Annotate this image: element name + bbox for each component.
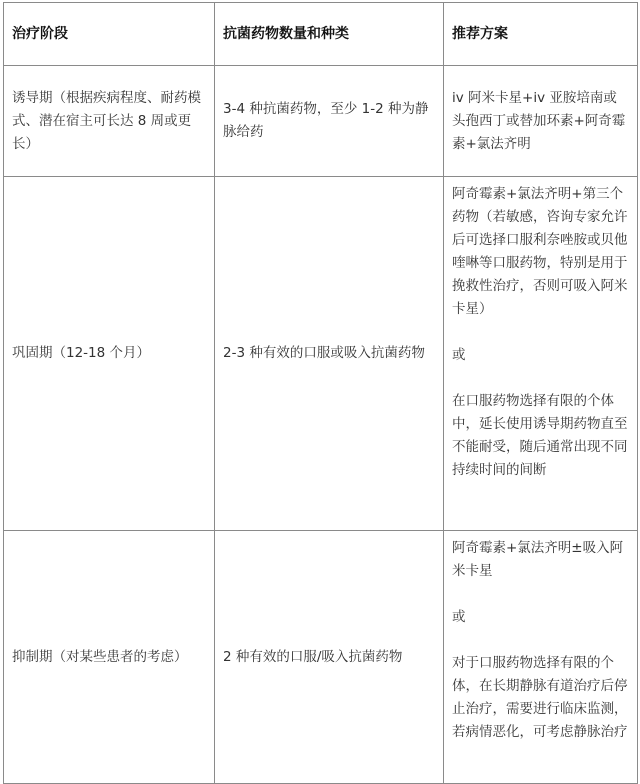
regimen-cell xyxy=(444,66,638,177)
header-stage: 治疗阶段 xyxy=(4,3,215,66)
regimen-cell xyxy=(444,177,638,531)
drugs-cell: 2-3 种有效的口服或吸入抗菌药物 xyxy=(215,177,444,531)
table-row xyxy=(4,177,638,531)
regimen-paragraph: 阿奇霉素+氯法齐明+第三个药物（若敏感，咨询专家允许后可选择口服利奈唑胺或贝他喹啉等口服药物，特别是用于挽救性治疗，否则可吸入阿米卡星） xyxy=(452,186,628,317)
table-header-row xyxy=(4,3,638,66)
stage-cell: 巩固期（12-18 个月） xyxy=(4,177,215,531)
regimen-paragraph: 在口服药物选择有限的个体中，延长使用诱导期药物直至不能耐受，随后通常出现不同持续时间的间断 xyxy=(452,393,628,478)
drugs-cell: 3-4 种抗菌药物，至少 1-2 种为静脉给药 xyxy=(215,66,444,177)
table-row xyxy=(4,66,638,177)
regimen-paragraph: 阿奇霉素+氯法齐明±吸入阿米卡星 xyxy=(452,540,624,579)
header-regimen: 推荐方案 xyxy=(444,3,638,66)
drugs-cell: 2 种有效的口服/吸入抗菌药物 xyxy=(215,531,444,784)
regimen-or: 或 xyxy=(452,609,466,625)
regimen-cell xyxy=(444,531,638,784)
stage-cell: 抑制期（对某些患者的考虑） xyxy=(4,531,215,784)
table-row xyxy=(4,531,638,784)
regimen-paragraph: iv 阿米卡星+iv 亚胺培南或头孢西丁或替加环素+阿奇霉素+氯法齐明 xyxy=(452,89,626,152)
header-drugs: 抗菌药物数量和种类 xyxy=(215,3,444,66)
treatment-table-container xyxy=(3,2,637,784)
treatment-table xyxy=(3,2,638,784)
regimen-paragraph: 对于口服药物选择有限的个体，在长期静脉有道治疗后停止治疗，需要进行临床监测，若病情恶化，可考虑静脉治疗 xyxy=(452,655,628,740)
stage-cell: 诱导期（根据疾病程度、耐药模式、潜在宿主可长达 8 周或更长） xyxy=(4,66,215,177)
regimen-or: 或 xyxy=(452,347,466,363)
